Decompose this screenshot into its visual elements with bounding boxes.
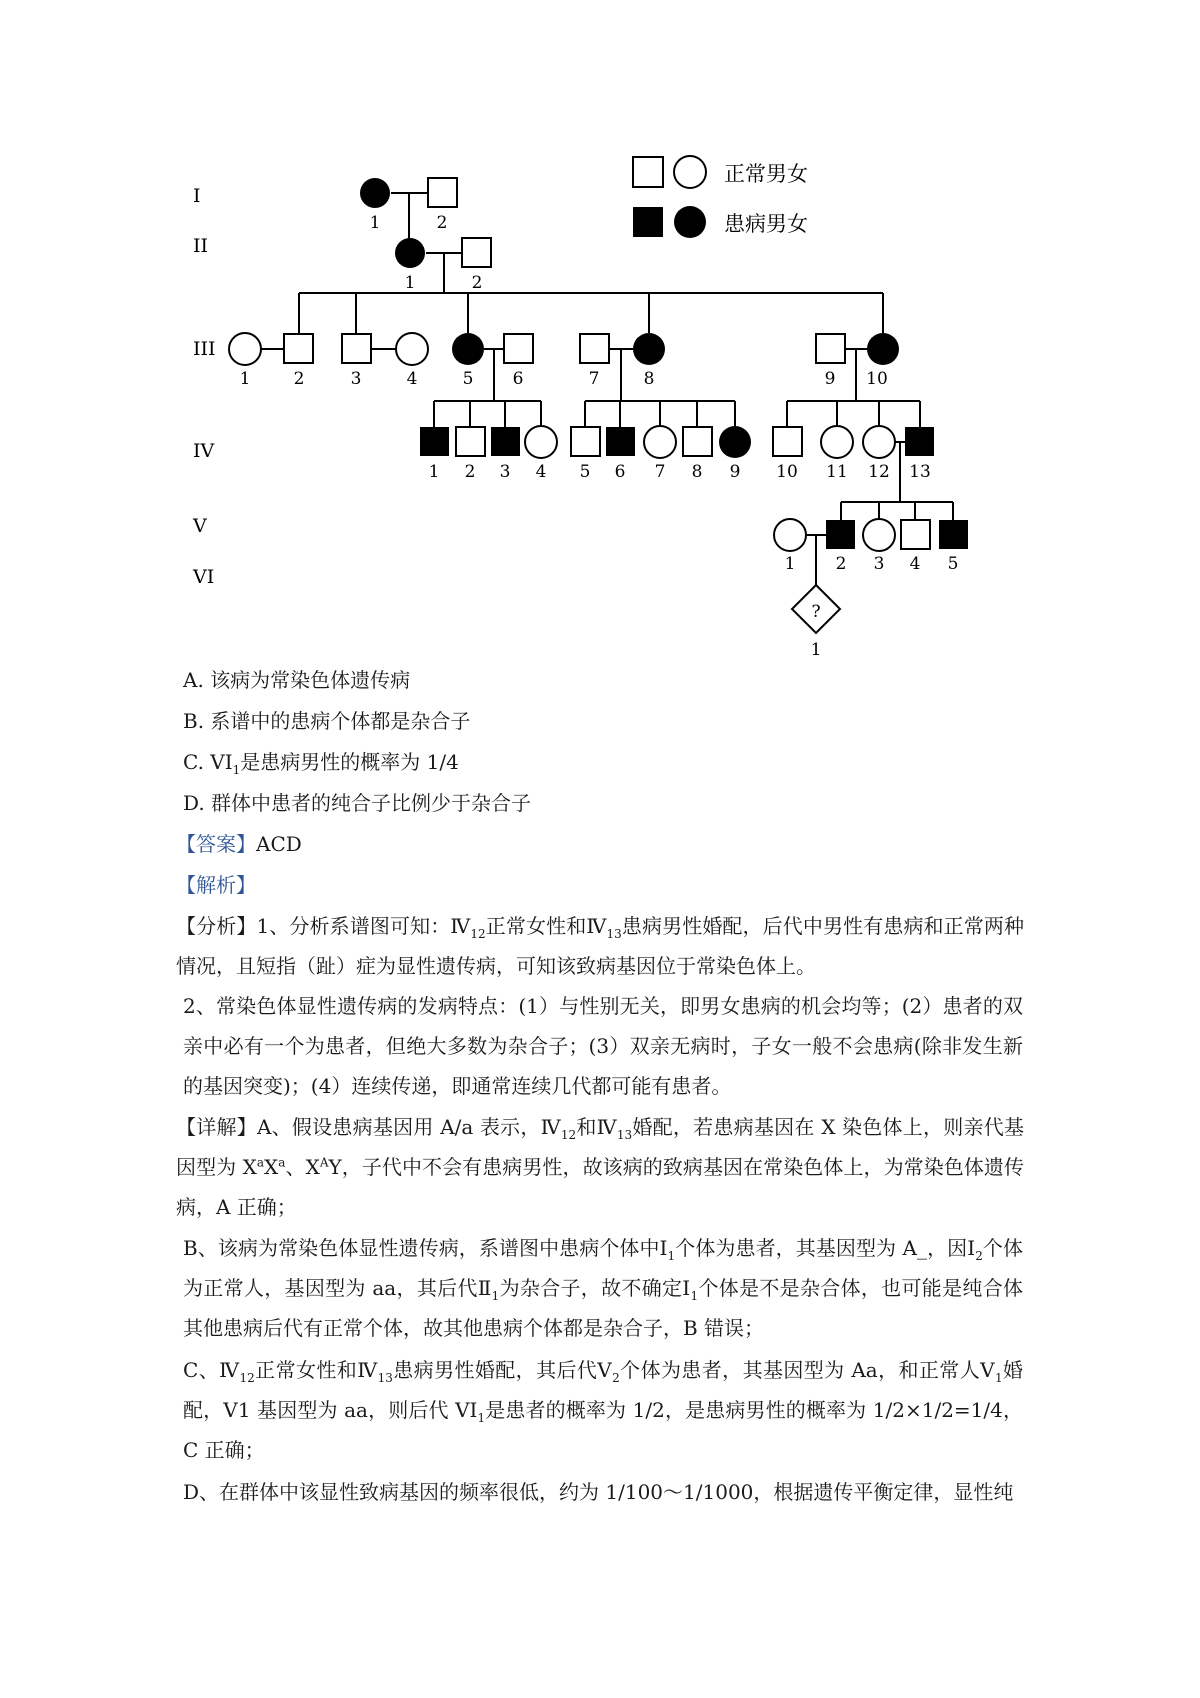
fenxi-text-1: 1、分析系谱图可知：Ⅳ [256,914,471,938]
IV-12-normal-female [863,426,895,458]
III-6-normal-male [504,334,533,363]
detail-b-sub-4: 1 [690,1289,699,1303]
label-V-3: 3 [873,554,885,574]
unknown-mark: ? [811,602,821,622]
option-c-text: 是患病男性的概率为 1/4 [240,750,459,774]
III-5-affected-female [452,333,484,365]
III-10-affected-female [867,333,899,365]
label-IV-4: 4 [535,462,547,482]
gen-label-III: III [193,338,216,360]
label-I-1: 1 [369,213,381,233]
label-III-5: 5 [462,369,474,389]
III-7-normal-male [580,334,609,363]
III-8-affected-female [633,333,665,365]
label-III-8: 8 [643,369,655,389]
V-2-affected-male [826,520,855,549]
label-III-4: 4 [406,369,418,389]
label-IV-7: 7 [654,462,666,482]
label-IV-12: 12 [868,462,890,482]
gen-label-II: II [193,235,209,257]
answer-line [176,830,302,858]
label-IV-3: 3 [499,462,511,482]
IV-2-normal-male [456,427,485,456]
label-III-1: 1 [239,369,251,389]
detail-c-text-3: 患病男性婚配，其后代Ⅴ [392,1358,613,1382]
V-3-normal-female [863,519,895,551]
IV-7-normal-female [644,426,676,458]
legend-normal-label: 正常男女 [724,162,808,186]
legend-normal-male-icon [633,157,663,187]
detail-a-text-3: 婚配，若患病基因在 X 染色体上，则亲代基因型为 X [176,1115,1025,1179]
IV-3-affected-male [491,427,520,456]
option-c [183,748,459,776]
V-5-affected-male [939,520,968,549]
option-c-prefix: C. VI [183,750,233,774]
detail-c-text-1: C、Ⅳ [183,1358,240,1382]
fenxi-sub-1: 12 [470,927,486,941]
label-III-6: 6 [512,369,524,389]
detail-c-text-4: 个体为患者，其基因型为 Aa，和正常人Ⅴ [619,1358,995,1382]
analysis-heading [176,871,256,899]
IV-11-normal-female [821,426,853,458]
label-VI-1: 1 [810,640,822,660]
detail-c-paragraph [183,1350,1023,1470]
detail-b-text-3: 个体为正常人，基因型为 aa，其后代Ⅱ [183,1236,1024,1300]
IV-9-affected-female [719,426,751,458]
label-IV-9: 9 [729,462,741,482]
detail-a-paragraph [176,1107,1024,1227]
detail-c-sub-2: 13 [377,1371,393,1385]
V-1-normal-female [774,519,806,551]
IV-13-affected-male [905,427,934,456]
legend-normal-female-icon [674,156,706,188]
I-2-normal-male [428,178,457,207]
label-IV-6: 6 [614,462,626,482]
detail-a-text-4: X [264,1155,279,1179]
gen-label-IV: IV [193,440,215,462]
II-2-normal-male [462,238,491,267]
label-IV-11: 11 [826,462,848,482]
characteristics-paragraph: 2、常染色体显性遗传病的发病特点：(1）与性别无关，即男女患病的机会均等；(2）患者的双亲中必有一个为患者，但绝大多数为杂合子；(3）双亲无病时，子女一般不会患病(除非发生新的基因突变)；(4）连续传递，即通常连续几代都可能有患者。 [183,994,1023,1098]
IV-6-affected-male [606,427,635,456]
detail-a-text-1: A、假设患病基因用 A/a 表示，Ⅳ [256,1115,561,1139]
fenxi-sub-2: 13 [606,927,622,941]
detail-a-text-5: 、X [285,1155,320,1179]
label-V-4: 4 [909,554,921,574]
gen-label-I: I [193,185,201,207]
IV-8-normal-male [683,427,712,456]
detail-a-sub-2: 13 [616,1128,633,1142]
IV-1-affected-male [420,427,449,456]
detail-b-text-2: 个体为患者，其基因型为 A_，因Ⅰ [675,1236,976,1260]
label-II-2: 2 [471,273,483,293]
label-III-10: 10 [866,369,888,389]
detail-a-sup-1: a [256,1155,265,1170]
label-IV-5: 5 [579,462,591,482]
IV-5-normal-male [571,427,600,456]
option-a: A. 该病为常染色体遗传病 [183,668,411,692]
detail-b-sub-1: 1 [667,1249,676,1263]
detail-b-sub-2: 2 [975,1249,983,1263]
label-V-5: 5 [947,554,959,574]
detail-label: 【详解】 [176,1115,257,1139]
label-V-1: 1 [784,554,796,574]
option-c-sub: 1 [232,763,241,777]
label-IV-8: 8 [691,462,703,482]
III-3-normal-male [342,334,371,363]
label-IV-2: 2 [464,462,476,482]
IV-4-normal-female [525,426,557,458]
fenxi-text-3: 患病男性婚配，后代中男性有患病和正常两种情况，且短指（趾）症为显性遗传病，可知该致病基因位于常染色体上。 [176,914,1025,978]
detail-b-text-4: 为杂合子，故不确定Ⅰ [499,1276,691,1300]
fenxi-text-2: 正常女性和Ⅳ [485,914,607,938]
pedigree-chart [0,0,1200,660]
legend-affected-female-icon [674,206,706,238]
option-d: D. 群体中患者的纯合子比例少于杂合子 [183,791,532,815]
label-II-1: 1 [404,273,416,293]
label-V-2: 2 [835,554,847,574]
detail-c-sub-5: 1 [477,1411,486,1425]
III-2-normal-male [284,334,313,363]
detail-c-sub-4: 1 [994,1371,1003,1385]
III-4-normal-female [396,333,428,365]
detail-a-sub-1: 12 [560,1128,577,1142]
detail-b-text-5: 个体是不是杂合体，也可能是纯合体其他患病后代有正常个体，故其他患病个体都是杂合子，B 错误； [183,1276,1023,1340]
option-b: B. 系谱中的患病个体都是杂合子 [183,709,471,733]
detail-a-sup-3: A [319,1155,329,1170]
I-1-affected-female [360,178,390,208]
answer-label: 【答案】 [176,832,256,856]
III-9-normal-male [816,334,845,363]
III-1-normal-female [229,333,261,365]
legend-affected-label: 患病男女 [724,212,808,236]
detail-a-text-6: Y，子代中不会有患病男性，故该病的致病基因在常染色体上，为常染色体遗传病，A 正确； [176,1155,1024,1219]
legend-affected-male-icon [633,207,663,237]
detail-b-paragraph [183,1228,1023,1348]
label-IV-13: 13 [909,462,931,482]
detail-c-sub-1: 12 [239,1371,255,1385]
IV-10-normal-male [773,427,802,456]
detail-d-paragraph: D、在群体中该显性致病基因的频率很低，约为 1/100～1/1000，根据遗传平衡定律，显性纯 [183,1480,1014,1504]
label-IV-10: 10 [776,462,798,482]
detail-a-sup-2: a [278,1155,286,1170]
label-IV-1: 1 [428,462,440,482]
gen-label-V: V [193,515,207,537]
label-III-7: 7 [588,369,600,389]
analysis-paragraph [176,906,1024,986]
detail-a-text-2: 和Ⅳ [576,1115,617,1139]
label-III-3: 3 [350,369,362,389]
analysis-label: 【解析】 [176,873,256,897]
V-4-normal-male [901,520,930,549]
detail-b-text-1: B、该病为常染色体显性遗传病，系谱图中患病个体中Ⅰ [183,1236,668,1260]
answer-value: ACD [256,832,302,856]
detail-c-sub-3: 2 [612,1371,620,1385]
detail-c-text-6: 是患者的概率为 1/2，是患病男性的概率为 1/2×1/2=1/4，C 正确； [183,1398,1023,1462]
fenxi-label: 【分析】 [176,914,257,938]
label-III-2: 2 [293,369,305,389]
gen-label-VI: VI [193,566,215,588]
label-III-9: 9 [824,369,836,389]
label-I-2: 2 [436,213,448,233]
detail-b-sub-3: 1 [491,1289,500,1303]
detail-c-text-2: 正常女性和Ⅳ [254,1358,378,1382]
detail-c-text-5: 婚配，Ⅴ1 基因型为 aa，则后代 VI [183,1358,1024,1422]
II-1-affected-female [395,238,425,268]
